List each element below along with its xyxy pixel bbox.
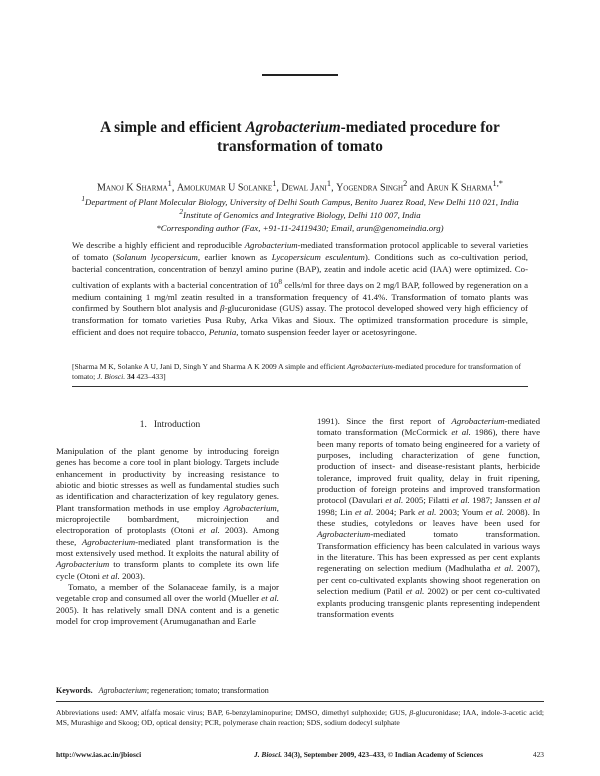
body-text: Manipulation of the plant genome by introducing foreign genes has become a core tool in plant biology. Targets include enhancement in productivity by increasing resistance to abiotic and biotic stresses as well as fundamental studies such as identification and characterization of key regulatory genes. Plant transformation methods in use employ	[56, 446, 279, 513]
body-text: 1991). Since the first report of	[317, 416, 452, 426]
section-number: 1.	[139, 420, 147, 430]
corresponding-author: *Corresponding author (Fax, +91-11-24119430; Email, arun@genomeindia.org)	[156, 223, 444, 233]
keywords-label: Keywords.	[56, 686, 93, 695]
article-title	[60, 118, 540, 156]
abbrev-text: Abbreviations used: AMV, alfalfa mosaic virus; BAP, 6-benzylaminopurine; DMSO, dimethyl sulphoxide; GUS,	[56, 708, 410, 717]
author-name: Dewal Jani	[281, 182, 327, 194]
body-text: -mediated tomato transformation. Transformation efficiency has been calculated in various ways in the literature. This has been expressed as per cent explants regenerating on selection medium (Madhulatha	[317, 529, 540, 574]
abstract	[72, 240, 528, 339]
citation-journal: J. Biosci.	[97, 372, 126, 381]
abstract-text: earlier known as	[200, 251, 272, 262]
author-sup: 1	[326, 179, 332, 188]
body-italic: et al.	[199, 525, 220, 536]
abstract-italic: Lycopersicum esculentum	[271, 251, 365, 262]
citation	[72, 362, 528, 382]
affiliation-2	[30, 206, 570, 221]
body-text: 2005; Filatti	[403, 495, 452, 506]
body-italic: et al.	[355, 506, 374, 517]
body-italic: et al.	[261, 593, 279, 604]
body-italic: et al.	[385, 495, 404, 506]
author-sup: 2	[403, 179, 408, 188]
abbrev-text: -glucuronidase; IAA, indole-3-acetic acid; MS, Murashige and Skoog; OD, optical density; PCR, polymerase chain reaction; SDS, sodium dodecyl sulphate	[56, 708, 545, 728]
abstract-italic: Solanum lycopersicum,	[115, 251, 201, 262]
paragraph	[317, 416, 540, 620]
citation-volume: 34	[125, 372, 135, 381]
body-text: to transform plants to complete its own life cycle (Otoni	[56, 559, 279, 581]
left-column	[56, 446, 279, 628]
author-sup: 1	[272, 179, 277, 188]
body-text: -mediated tomato transformation (McCormick	[317, 416, 540, 438]
paragraph	[56, 582, 279, 627]
body-text: 2008). In these studies, cotyledons or leaves have been used for	[317, 506, 540, 529]
author-sup: 1,*	[492, 179, 503, 188]
body-italic: et al.	[102, 570, 120, 581]
body-italic: Agrobacterium	[81, 536, 136, 547]
body-italic: Agrobacterium	[451, 416, 505, 426]
body-text: 1986), there have been many reports of tomato being engineered for a variety of purposes, including characterization of gene function, production of insect- and disease-resistant plants, herbicide tolerance, improved fruit quality, delay in fruit ripening, production of foreign proteins and improved transformation protocol (Davulari	[317, 427, 540, 506]
keywords-italic: Agrobacterium	[98, 686, 147, 695]
citation-text: 423–433]	[134, 372, 166, 381]
citation-text: [Sharma M K, Solanke A U, Jani D, Singh Y and Sharma A K 2009 A simple and efficient	[72, 362, 348, 371]
body-text: 2003).	[119, 570, 145, 581]
body-text: -mediated plant transformation is the most extensively used method. It exploits the natural ability of	[56, 536, 280, 559]
body-italic: Agrobacterium	[56, 559, 110, 570]
body-italic: et al.	[494, 563, 514, 574]
abstract-text: ). Conditions such as co-cultivation period, bacterial concentration, concentration of benzyl amino purine (BAP), zeatin and indole acetic acid (IAA) were optimized. Co-cultivation of explants with a bacterial concentration of 10	[72, 251, 528, 290]
journal-issue: 34(3), September 2009, 423–433, © Indian Academy of Sciences	[282, 750, 483, 759]
citation-italic: Agrobacterium	[347, 362, 393, 371]
affiliation-text: Institute of Genomics and Integrative Biology, Delhi 110 007, India	[183, 209, 421, 220]
body-italic: et al.	[418, 506, 437, 517]
divider	[72, 386, 528, 387]
page-number: 423	[532, 750, 544, 759]
body-italic: et al.	[451, 427, 471, 438]
keywords	[56, 686, 544, 695]
citation-text: -mediated procedure for transformation of tomato;	[72, 362, 522, 381]
keywords-text: ; regeneration; tomato; transformation	[146, 686, 269, 695]
abstract-italic: β	[220, 303, 225, 314]
abstract-italic: Petunia,	[208, 327, 239, 338]
body-text: Tomato, a member of the Solanaceae family, is a major vegetable crop and consumed all over the world (Mueller	[56, 582, 279, 604]
body-text: 2003; Youm	[436, 506, 486, 517]
abstract-text: tomato suspension feeder layer or acetosyringone.	[238, 327, 418, 338]
paragraph	[56, 446, 279, 582]
title-text: A simple and efficient	[100, 119, 246, 136]
abbrev-italic: β	[409, 708, 414, 717]
right-column	[317, 416, 540, 620]
journal-url-link[interactable]: http://www.ias.ac.in/jbiosci	[56, 750, 142, 759]
body-text: microprojectile bombardment, microinjection and electroporation of protoplasts (Otoni	[56, 514, 279, 536]
body-text: 1998; Lin	[317, 506, 356, 517]
body-text: 1987; Janssen	[469, 495, 525, 506]
section-heading	[72, 420, 268, 430]
author-sup: 1	[167, 179, 172, 188]
body-text: 2003). Among these,	[56, 525, 279, 547]
body-text: 2004; Park	[373, 506, 419, 517]
journal-name: J. Biosci.	[254, 750, 283, 759]
body-italic: et al.	[405, 586, 425, 597]
title-text-rest: -mediated procedure for transformation of tomato	[217, 119, 500, 155]
abbreviations	[56, 708, 544, 728]
divider	[56, 701, 544, 702]
body-text: 2005). It has relatively small DNA content and is a genetic model for crop improvement (Arumuganathan and Earle	[56, 604, 279, 627]
affiliation-sup: 1	[81, 194, 85, 203]
abstract-text: We describe a highly efficient and reproducible	[72, 240, 245, 250]
abstract-text: cells/ml for three days on 2 mg/l BAP, followed by regeneration on a medium containing 1 mg/ml zeatin resulted in a transformation frequency of 41.4%. Transformation of tomato plants was confirmed by Southern blot analysis and	[72, 279, 528, 314]
top-rule	[262, 74, 338, 76]
journal-citation	[254, 750, 483, 759]
affiliation-text: Department of Plant Molecular Biology, University of Delhi South Campus, Benito Juarez Road, New Delhi 110 021, India	[84, 196, 519, 207]
abstract-italic: Agrobacterium	[244, 240, 298, 250]
section-title: Introduction	[153, 420, 201, 430]
body-text: 2007), per cent co-cultivated explants showing shoot regeneration on selection medium (Patil	[317, 563, 540, 597]
body-italic: Agrobacterium	[317, 529, 371, 540]
body-italic: et al.	[451, 495, 470, 506]
body-italic: et al.	[485, 506, 505, 517]
affiliation-sup: 2	[179, 207, 184, 216]
abstract-text: -glucuronidase (GUS) assay. The protocol developed showed very high efficiency of transformation for tomato varieties Pusa Ruby, Arka Vikas and Sioux. The optimized transformation procedure is simple, efficient and does not require tobacco,	[72, 303, 528, 338]
body-italic: et al	[524, 495, 541, 506]
author-name: Manoj K Sharma	[97, 182, 168, 194]
body-italic: Agrobacterium,	[223, 502, 279, 513]
author-name: Yogendra Singh	[336, 182, 404, 194]
title-genus: Agrobacterium	[245, 119, 341, 136]
body-text: 2002) or per cent co-cultivated explants producing transgenic plants representing independent transformation events	[317, 586, 540, 619]
author-name: Amolkumar U Solanke	[176, 182, 273, 194]
author-name: Arun K Sharma	[426, 182, 493, 194]
abstract-sup: 8	[278, 276, 283, 286]
author-list: Manoj K Sharma$^1$, Amolkumar U Solanke$^1$, Dewal Jani$^1$, Yogendra Singh$^2$ and Arun K Sharma$^{1,*}$	[97, 179, 503, 194]
abstract-text: -mediated transformation protocol applicable to several varieties of tomato (	[72, 240, 529, 262]
